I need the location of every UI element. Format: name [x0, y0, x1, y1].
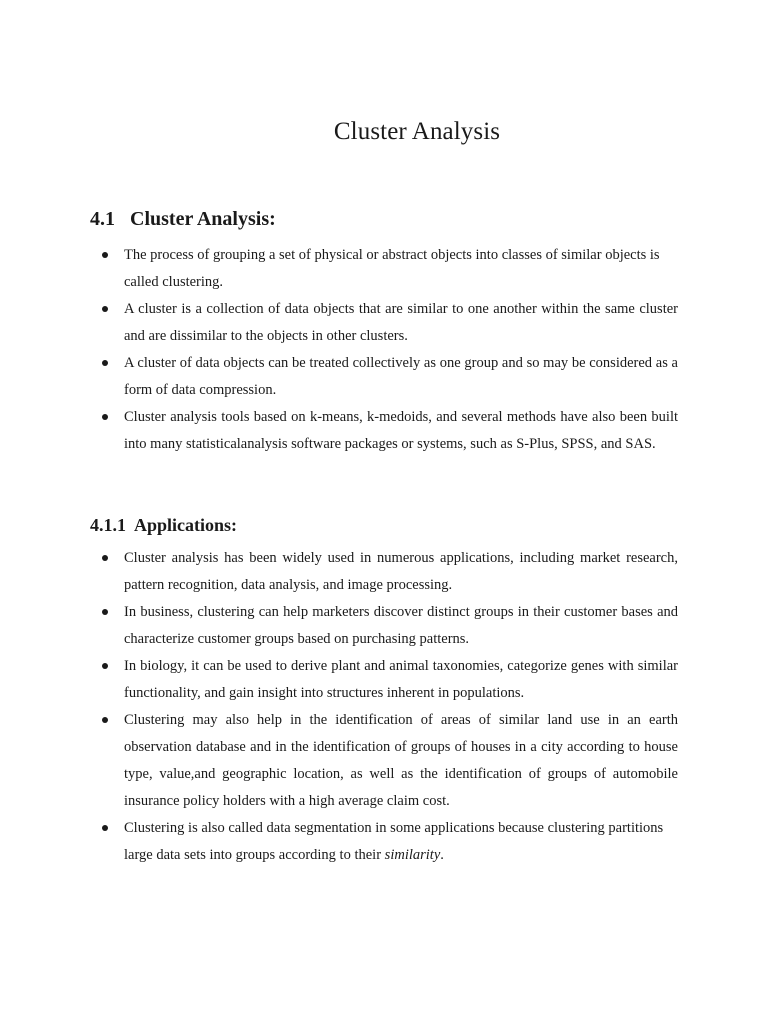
section-heading [90, 208, 276, 231]
bullet-icon [102, 360, 108, 366]
bullet-icon [102, 825, 108, 831]
list-item [0, 350, 768, 404]
list-item-text: The process of grouping a set of physical or abstract objects into classes of similar objects is called clustering. [124, 247, 660, 290]
list-item-text: Cluster analysis tools based on k-means, k-medoids, and several methods have also been built into many statisticalanalysis software packages or systems, such as S-Plus, SPSS, and SAS. [124, 409, 678, 452]
list-item [0, 404, 768, 458]
emphasis-text: similarity [384, 847, 441, 863]
subsection-title: Applications: [134, 515, 238, 535]
list-item-text: Clustering may also help in the identification of areas of similar land use in an earth observation database and in the identification of groups of houses in a city according to house type, value,and geographic location, as well as the identification of groups of automobile insurance policy holders with a high average claim cost. [124, 712, 678, 809]
list-item-text-main: Clustering is also called data segmentation in some applications because clustering partitions large data sets into groups according to their [124, 820, 664, 863]
list-item [0, 545, 768, 599]
list-item-text: In biology, it can be used to derive plant and animal taxonomies, categorize genes with similar functionality, and gain insight into structures inherent in populations. [124, 658, 678, 701]
list-item-text: Cluster analysis has been widely used in numerous applications, including market research, pattern recognition, data analysis, and image processing. [124, 550, 678, 593]
section-bullet-list [0, 242, 768, 458]
list-item [0, 815, 768, 869]
document-title: Cluster Analysis [333, 118, 501, 145]
list-item [0, 242, 768, 296]
list-item-text: In business, clustering can help marketers discover distinct groups in their customer bases and characterize customer groups based on purchasing patterns. [124, 604, 678, 647]
bullet-icon [102, 555, 108, 561]
list-item-text: A cluster is a collection of data objects that are similar to one another within the same cluster and are dissimilar to the objects in other clusters. [124, 301, 678, 344]
list-item [0, 653, 768, 707]
bullet-icon [102, 609, 108, 615]
subsection-number: 4.1.1 [90, 515, 126, 535]
bullet-icon [102, 252, 108, 258]
list-item [0, 707, 768, 815]
list-item-text [124, 815, 678, 869]
list-item [0, 296, 768, 350]
list-item-text: A cluster of data objects can be treated collectively as one group and so may be considered as a form of data compression. [124, 355, 678, 398]
section-number: 4.1 [90, 208, 115, 230]
bullet-icon [102, 717, 108, 723]
list-item-text-end: . [440, 847, 444, 863]
subsection-bullet-list [0, 545, 768, 869]
list-item [0, 599, 768, 653]
bullet-icon [102, 663, 108, 669]
bullet-icon [102, 306, 108, 312]
bullet-icon [102, 414, 108, 420]
subsection-heading [90, 515, 237, 536]
section-title: Cluster Analysis: [130, 208, 276, 230]
